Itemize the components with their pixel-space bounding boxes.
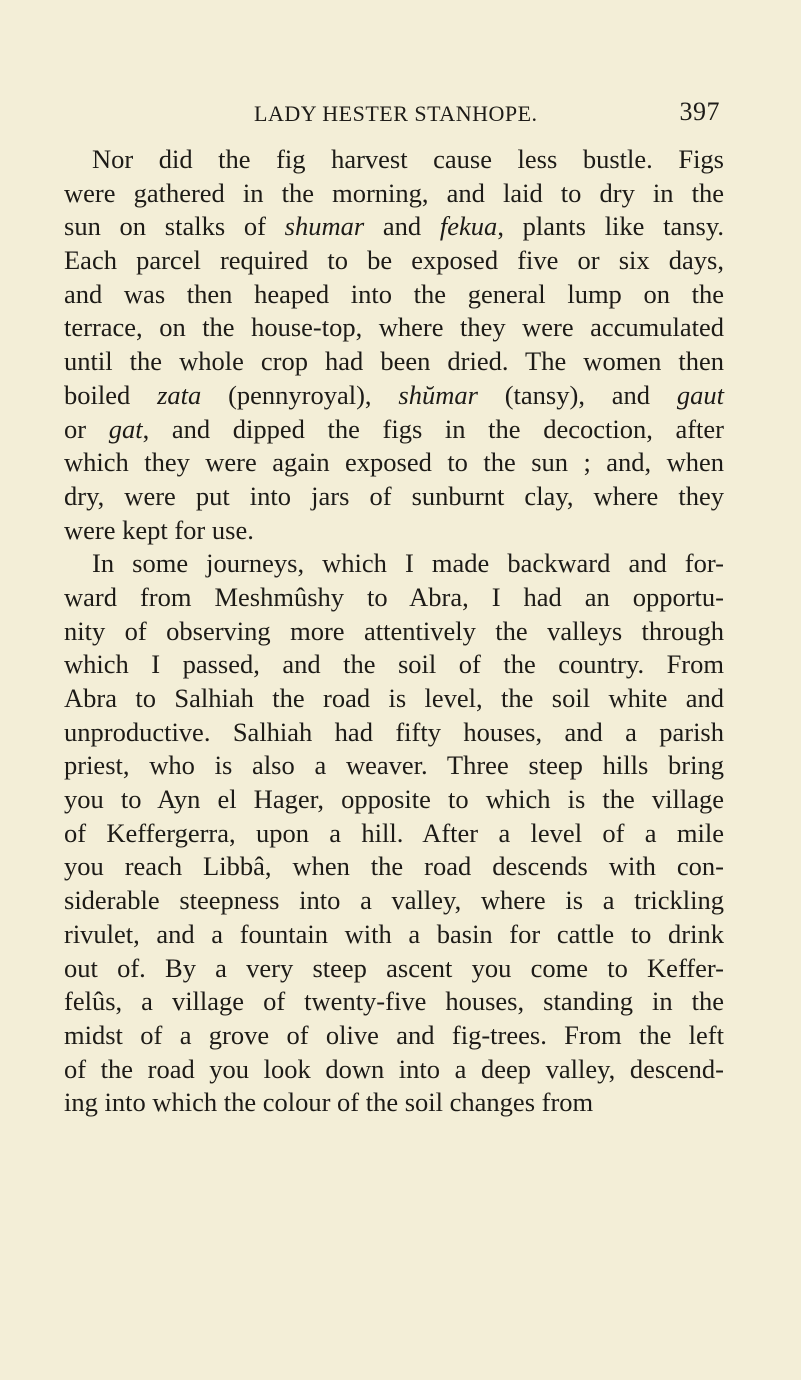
text-segment: or xyxy=(64,413,109,444)
text-segment: Nor did the fig harvest cause less bustle. Figs xyxy=(92,144,724,174)
text-segment: were kept for use. xyxy=(64,514,254,545)
text-line xyxy=(64,480,724,514)
text-segment: you to Ayn el Hager, opposite to which is the village xyxy=(64,784,724,815)
text-segment: unproductive. Salhiah had fifty houses, and a parish xyxy=(64,716,724,747)
italic-term: shumar xyxy=(284,211,365,242)
text-segment: dry, were put into jars of sunburnt clay, where they xyxy=(64,480,724,511)
text-line xyxy=(64,177,724,211)
text-segment: and was then heaped into the general lump on the xyxy=(64,278,724,309)
text-line xyxy=(64,413,724,447)
page-number: 397 xyxy=(679,97,720,126)
text-segment: ward from Meshmûshy to Abra, I had an opportu- xyxy=(64,581,724,612)
text-line xyxy=(64,1019,724,1053)
text-segment: until the whole crop had been dried. The women then xyxy=(64,346,724,377)
text-segment: and xyxy=(364,211,440,242)
italic-term: gaut xyxy=(676,379,724,410)
text-segment: ing into which the colour of the soil changes from xyxy=(64,1087,594,1118)
text-segment: (tansy), and xyxy=(477,379,677,410)
text-line xyxy=(64,952,724,986)
text-segment: out of. By a very steep ascent you come to Keffer- xyxy=(64,952,724,983)
body-text xyxy=(64,143,724,1120)
paragraph xyxy=(64,143,724,547)
text-segment: which I passed, and the soil of the country. From xyxy=(64,649,724,680)
text-segment: midst of a grove of olive and fig-trees. From the left xyxy=(64,1019,724,1050)
italic-term: zata xyxy=(157,379,202,410)
text-segment: terrace, on the house-top, where they were accumulated xyxy=(64,312,724,343)
text-line xyxy=(64,884,724,918)
text-line xyxy=(64,648,724,682)
italic-term: fekua xyxy=(439,211,498,242)
text-segment: felûs, a village of twenty-five houses, standing in the xyxy=(64,986,724,1017)
text-line xyxy=(64,379,724,413)
text-segment: nity of observing more attentively the valleys through xyxy=(64,615,724,646)
italic-term: gat xyxy=(108,413,143,444)
text-line xyxy=(64,682,724,716)
text-line xyxy=(64,850,724,884)
text-segment: Abra to Salhiah the road is level, the soil white and xyxy=(64,683,724,713)
italic-term: shŭmar xyxy=(398,379,478,410)
text-line xyxy=(64,716,724,750)
text-line xyxy=(64,311,724,345)
text-line xyxy=(64,1053,724,1087)
text-line xyxy=(64,918,724,952)
text-line xyxy=(64,749,724,783)
text-line xyxy=(64,985,724,1019)
text-line xyxy=(64,446,724,480)
text-segment: were gathered in the morning, and laid to dry in the xyxy=(64,177,724,208)
paragraph xyxy=(64,547,724,1120)
text-line xyxy=(64,143,724,177)
text-segment: which they were again exposed to the sun ; and, when xyxy=(64,447,724,478)
text-segment: priest, who is also a weaver. Three steep hills bring xyxy=(64,750,724,781)
text-line xyxy=(64,278,724,312)
text-segment: boiled xyxy=(64,379,158,410)
text-segment: In some journeys, which I made backward and for- xyxy=(92,548,724,579)
text-segment: of Keffergerra, upon a hill. After a level of a mile xyxy=(64,817,724,848)
text-line xyxy=(64,783,724,817)
running-title: LADY HESTER STANHOPE. xyxy=(254,101,538,126)
text-line xyxy=(64,1086,724,1120)
text-segment: Each parcel required to be exposed five or six days, xyxy=(64,245,724,276)
text-line xyxy=(64,615,724,649)
text-segment: , and dipped the figs in the decoction, after xyxy=(142,413,724,444)
text-line xyxy=(64,547,724,581)
text-line xyxy=(64,581,724,615)
text-line xyxy=(64,817,724,851)
running-head xyxy=(254,96,720,132)
text-line xyxy=(64,514,724,548)
text-segment: , plants like tansy. xyxy=(497,211,725,242)
text-line xyxy=(64,210,724,244)
text-segment: sun on stalks of xyxy=(64,211,285,242)
text-segment: rivulet, and a fountain with a basin for cattle to drink xyxy=(64,918,724,949)
text-segment: siderable steepness into a valley, where is a trickling xyxy=(64,885,724,916)
text-segment: you reach Libbâ, when the road descends with con- xyxy=(64,851,724,882)
text-segment: (pennyroyal), xyxy=(201,379,399,410)
text-line xyxy=(64,244,724,278)
text-segment: of the road you look down into a deep valley, descend- xyxy=(64,1053,724,1084)
text-line xyxy=(64,345,724,379)
